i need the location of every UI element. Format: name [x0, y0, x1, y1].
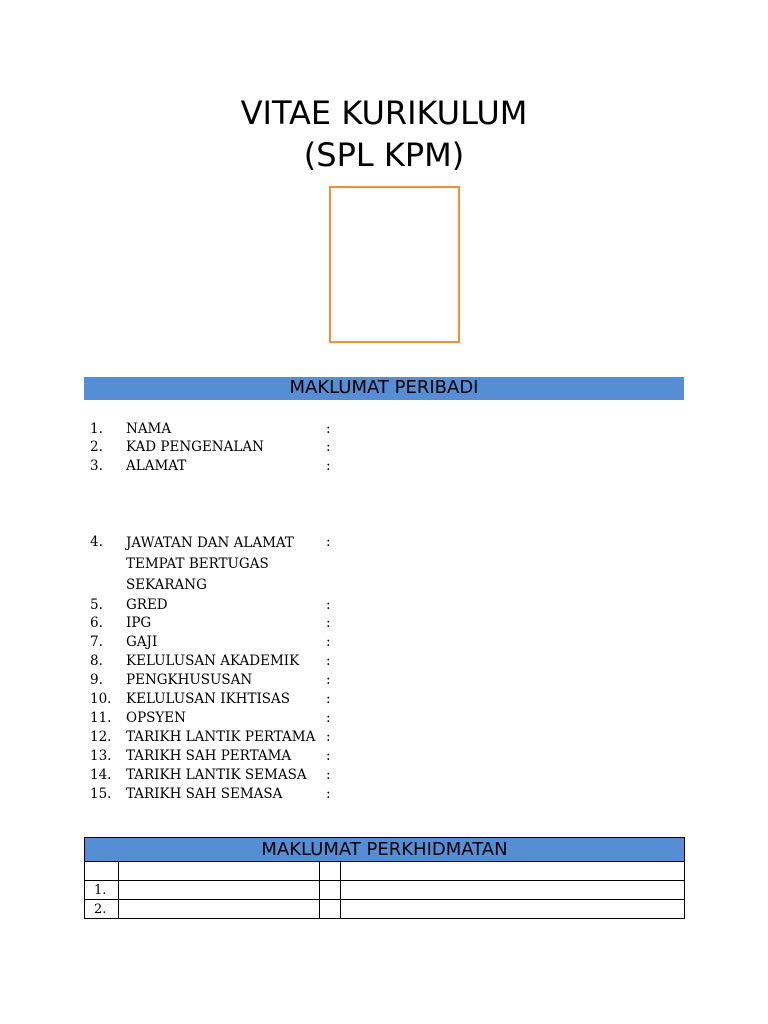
field-row — [0, 766, 768, 785]
field-label: TARIKH SAH PERTAMA — [126, 748, 292, 764]
table-cell — [341, 862, 685, 881]
field-colon: : — [326, 653, 331, 669]
field-number: 3. — [90, 458, 103, 474]
field-number: 4. — [90, 534, 103, 550]
document-subtitle: (SPL KPM) — [303, 136, 465, 174]
field-row — [0, 728, 768, 747]
table-cell — [119, 862, 320, 881]
field-number: 11. — [90, 710, 112, 726]
table-row — [85, 900, 685, 919]
field-row — [0, 785, 768, 804]
table-cell-number: 1. — [85, 881, 119, 900]
field-number: 13. — [90, 748, 112, 764]
field-row — [0, 457, 768, 476]
table-row — [85, 881, 685, 900]
field-number: 8. — [90, 653, 103, 669]
field-row — [0, 533, 768, 593]
field-label: IPG — [126, 615, 152, 631]
field-colon: : — [326, 767, 331, 783]
table-cell — [320, 881, 341, 900]
field-colon: : — [326, 786, 331, 802]
service-table — [84, 837, 685, 919]
field-label: KELULUSAN AKADEMIK — [126, 653, 300, 669]
field-label: TARIKH LANTIK PERTAMA — [126, 729, 316, 745]
field-label: NAMA — [126, 421, 172, 437]
field-label: JAWATAN DAN ALAMAT TEMPAT BERTUGAS SEKARANG — [126, 535, 294, 593]
field-colon: : — [326, 710, 331, 726]
table-row — [85, 862, 685, 881]
table-cell — [320, 900, 341, 919]
field-colon: : — [326, 634, 331, 650]
table-cell — [341, 900, 685, 919]
field-number: 15. — [90, 786, 112, 802]
table-cell — [341, 881, 685, 900]
field-label: KAD PENGENALAN — [126, 439, 264, 455]
field-row — [0, 690, 768, 709]
table-cell — [119, 881, 320, 900]
field-number: 9. — [90, 672, 103, 688]
field-colon: : — [326, 691, 331, 707]
field-number: 2. — [90, 439, 103, 455]
field-number: 10. — [90, 691, 112, 707]
field-row — [0, 420, 768, 439]
field-row — [0, 652, 768, 671]
field-number: 14. — [90, 767, 112, 783]
field-number: 7. — [90, 634, 103, 650]
table-cell-number — [85, 862, 119, 881]
field-row — [0, 614, 768, 633]
field-colon: : — [326, 615, 331, 631]
field-row — [0, 633, 768, 652]
field-label: GRED — [126, 597, 168, 613]
field-colon: : — [326, 534, 331, 550]
field-label: OPSYEN — [126, 710, 186, 726]
field-row — [0, 709, 768, 728]
field-row — [0, 747, 768, 766]
table-cell — [320, 862, 341, 881]
table-cell — [119, 900, 320, 919]
field-colon: : — [326, 672, 331, 688]
field-row — [0, 596, 768, 615]
field-colon: : — [326, 748, 331, 764]
field-number: 12. — [90, 729, 112, 745]
field-row — [0, 671, 768, 690]
field-number: 6. — [90, 615, 103, 631]
document-title: VITAE KURIKULUM — [240, 94, 528, 132]
photo-placeholder — [329, 186, 460, 343]
field-label: GAJI — [126, 634, 158, 650]
field-label: PENGKHUSUSAN — [126, 672, 253, 688]
section-heading-service: MAKLUMAT PERKHIDMATAN — [85, 838, 685, 862]
field-colon: : — [326, 597, 331, 613]
field-colon: : — [326, 421, 331, 437]
field-row — [0, 438, 768, 457]
table-cell-number: 2. — [85, 900, 119, 919]
field-label: TARIKH LANTIK SEMASA — [126, 767, 307, 783]
field-number: 5. — [90, 597, 103, 613]
field-label: ALAMAT — [126, 458, 187, 474]
field-colon: : — [326, 458, 331, 474]
field-number: 1. — [90, 421, 103, 437]
field-colon: : — [326, 439, 331, 455]
section-heading-personal: MAKLUMAT PERIBADI — [84, 377, 684, 400]
field-colon: : — [326, 729, 331, 745]
field-label: KELULUSAN IKHTISAS — [126, 691, 291, 707]
field-label: TARIKH SAH SEMASA — [126, 786, 283, 802]
